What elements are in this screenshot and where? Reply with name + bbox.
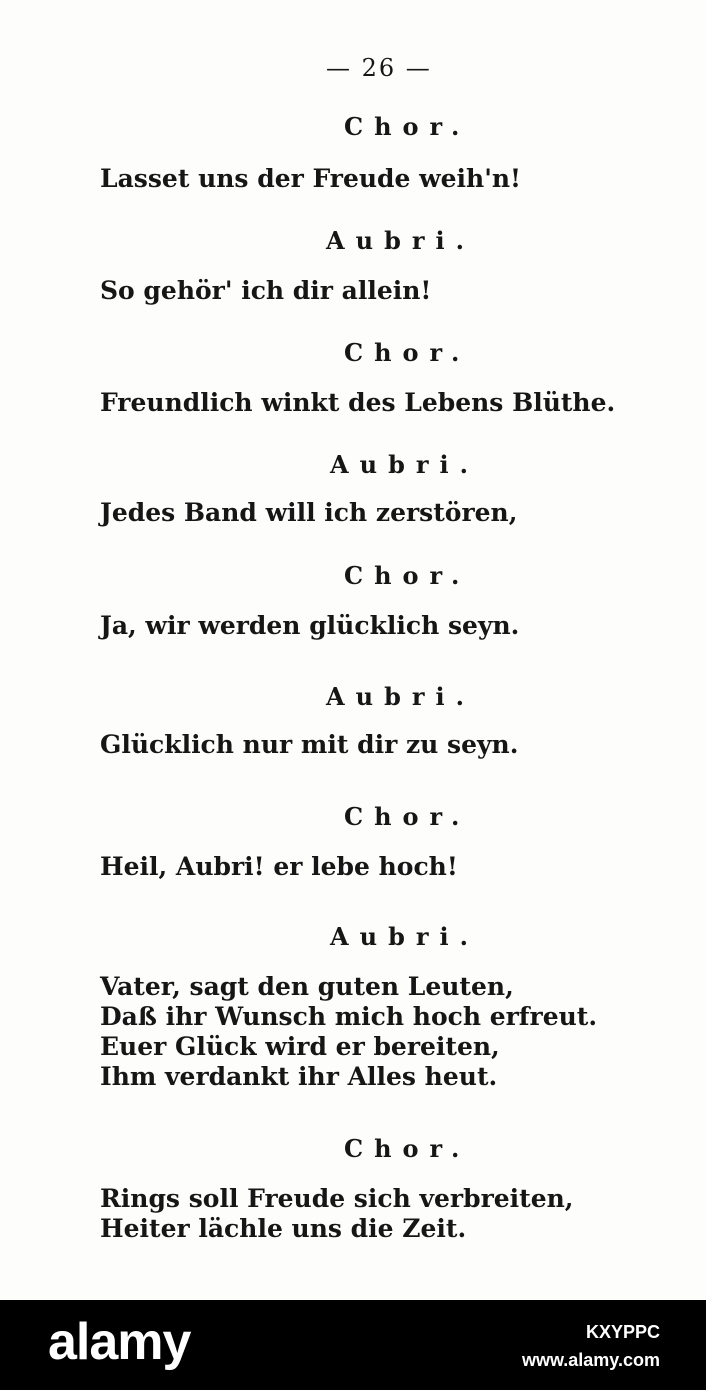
verse-line: Lasset uns der Freude weih'n!	[100, 164, 522, 193]
speaker-chor: Chor.	[344, 802, 471, 831]
verse-line: Daß ihr Wunsch mich hoch erfreut.	[100, 1002, 598, 1031]
speaker-aubri: Aubri.	[326, 226, 475, 255]
verse-line: So gehör' ich dir allein!	[100, 276, 432, 305]
speaker-chor: Chor.	[344, 561, 471, 590]
image-id: KXYPPC	[585, 1322, 660, 1342]
speaker-aubri: Aubri.	[330, 450, 479, 479]
verse-line: Rings soll Freude sich verbreiten,	[100, 1184, 574, 1213]
verse-line: Ja, wir werden glücklich seyn.	[100, 611, 520, 640]
verse-line: Glücklich nur mit dir zu seyn.	[100, 730, 519, 759]
alamy-logo: alamy	[48, 1313, 191, 1371]
verse-stanza	[100, 972, 597, 1092]
speaker-chor: Chor.	[344, 112, 471, 141]
verse-line: Vater, sagt den guten Leuten,	[100, 972, 514, 1001]
speaker-chor: Chor.	[344, 1134, 471, 1163]
watermark-banner	[0, 1300, 706, 1390]
verse-line: Ihm verdankt ihr Alles heut.	[100, 1062, 498, 1091]
page-number: — 26 —	[326, 54, 432, 82]
speaker-aubri: Aubri.	[326, 682, 475, 711]
speaker-chor: Chor.	[344, 338, 471, 367]
verse-line: Jedes Band will ich zerstören,	[100, 498, 518, 527]
verse-line: Freundlich winkt des Lebens Blüthe.	[100, 388, 616, 417]
verse-line: Heil, Aubri! er lebe hoch!	[100, 852, 458, 881]
verse-line: Heiter lächle uns die Zeit.	[100, 1214, 467, 1243]
verse-line: Euer Glück wird er bereiten,	[100, 1032, 500, 1061]
site-url: www.alamy.com	[521, 1350, 660, 1370]
verse-stanza	[100, 1184, 573, 1244]
speaker-aubri: Aubri.	[330, 922, 479, 951]
